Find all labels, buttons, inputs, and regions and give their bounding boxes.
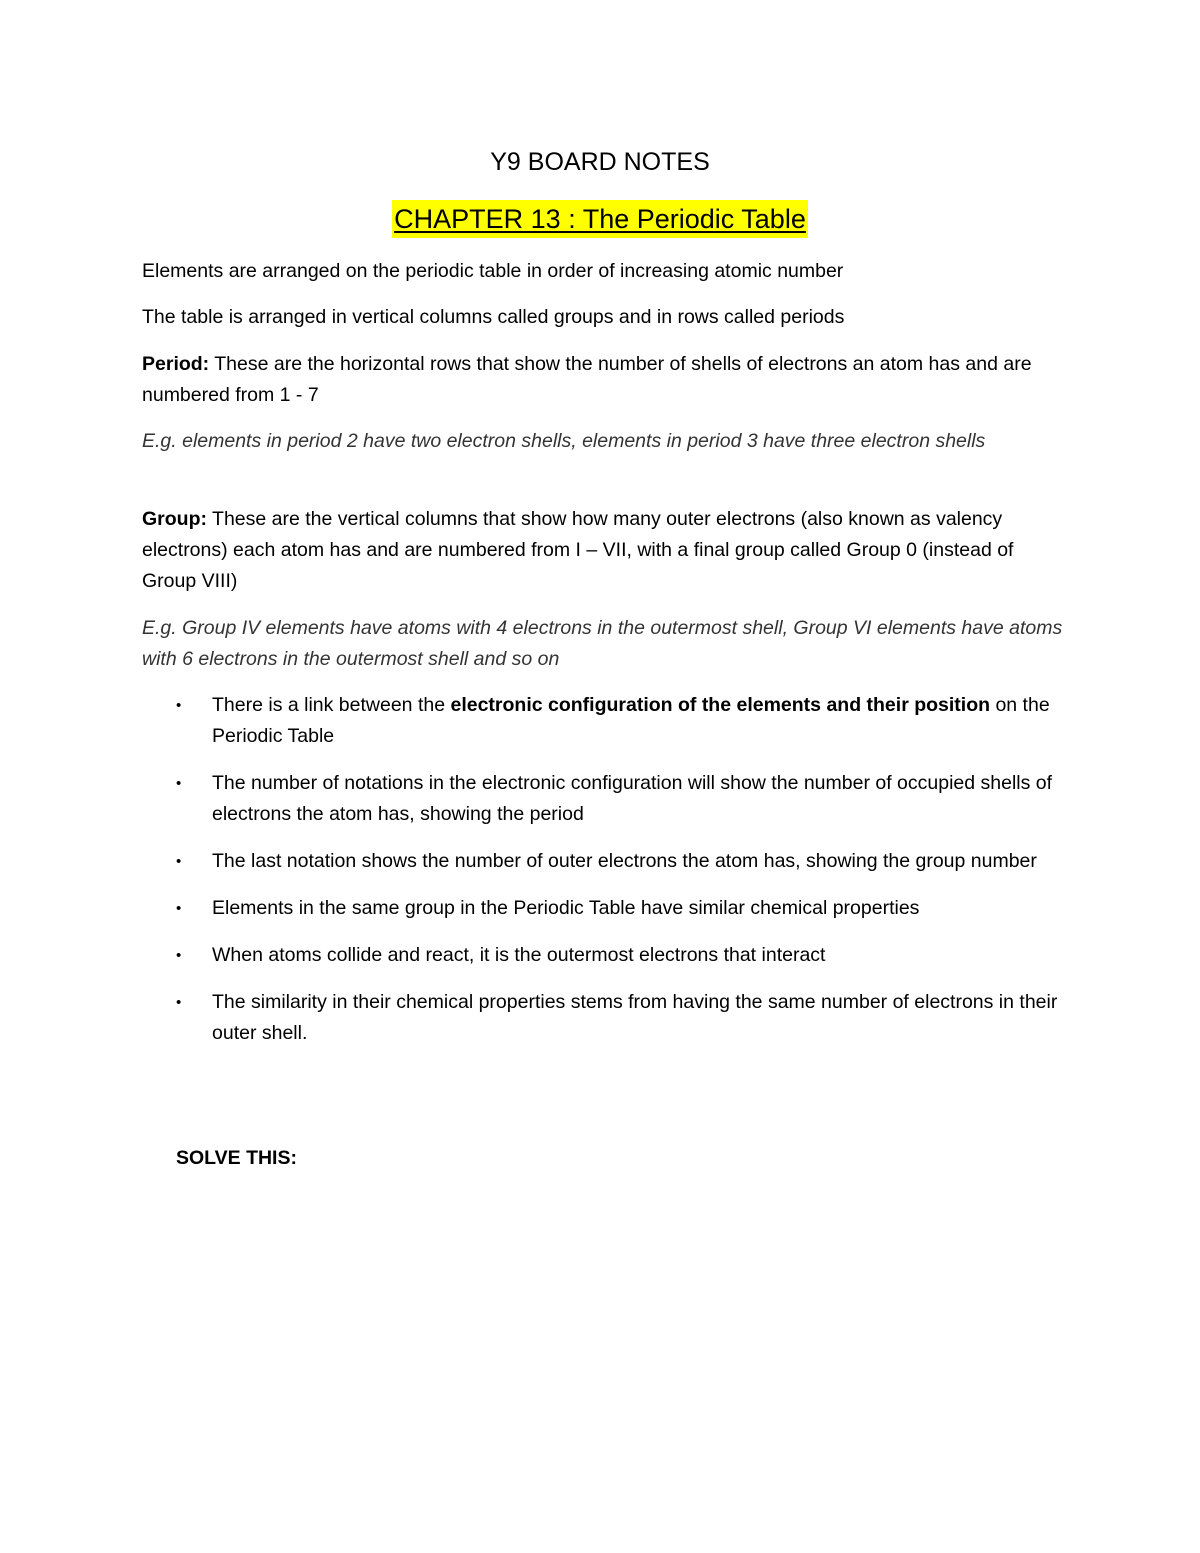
- chapter-heading-wrapper: [0, 200, 1200, 238]
- intro-paragraph-2: The table is arranged in vertical columns called groups and in rows called periods: [142, 306, 845, 328]
- group-example: E.g. Group IV elements have atoms with 4 electrons in the outermost shell, Group VI elements have atoms with 6 electrons in the outermost shell and so on: [142, 617, 1063, 670]
- bullet-text: The number of notations in the electronic configuration will show the number of occupied shells of electrons the atom has, showing the period: [212, 772, 1053, 825]
- chapter-heading: CHAPTER 13 : The Periodic Table: [392, 200, 808, 238]
- bullet-icon: •: [176, 853, 182, 870]
- solve-this-label: SOLVE THIS:: [176, 1147, 297, 1169]
- list-item: [142, 768, 1072, 830]
- list-item: [142, 893, 1072, 924]
- period-term: Period:: [142, 353, 210, 375]
- list-item: [142, 846, 1072, 877]
- list-item: [142, 690, 1072, 752]
- group-definition: [142, 504, 1072, 597]
- intro-paragraph-1: Elements are arranged on the periodic table in order of increasing atomic number: [142, 260, 844, 282]
- group-term: Group:: [142, 508, 207, 530]
- period-definition: [142, 349, 1072, 411]
- bullet-icon: •: [176, 900, 182, 917]
- bullet-icon: •: [176, 994, 182, 1011]
- period-example: E.g. elements in period 2 have two electron shells, elements in period 3 have three electron shells: [142, 430, 986, 452]
- bullet-icon: •: [176, 697, 182, 714]
- bullet-text: Elements in the same group in the Periodic Table have similar chemical properties: [212, 897, 920, 919]
- list-item: [142, 940, 1072, 971]
- document-title: Y9 BOARD NOTES: [490, 148, 710, 176]
- bullet-icon: •: [176, 775, 182, 792]
- bullet-text: The similarity in their chemical properties stems from having the same number of electrons in their outer shell.: [212, 991, 1058, 1044]
- bullet-bold-text: electronic configuration of the elements and their position: [450, 694, 991, 716]
- bullet-text: There is a link between the: [212, 694, 451, 716]
- group-text: These are the vertical columns that show how many outer electrons (also known as valency electrons) each atom has and are numbered from I – VII, with a final group called Group 0 (instead of Group VIII): [142, 508, 1014, 592]
- list-item: [142, 987, 1072, 1049]
- bullet-text: on the Periodic Table: [212, 694, 1050, 747]
- bullet-icon: •: [176, 947, 182, 964]
- bullet-list: [142, 690, 1072, 1065]
- period-text: These are the horizontal rows that show the number of shells of electrons an atom has and are numbered from 1 - 7: [142, 353, 1032, 406]
- bullet-text: When atoms collide and react, it is the outermost electrons that interact: [212, 944, 826, 966]
- bullet-text: The last notation shows the number of outer electrons the atom has, showing the group number: [212, 850, 1037, 872]
